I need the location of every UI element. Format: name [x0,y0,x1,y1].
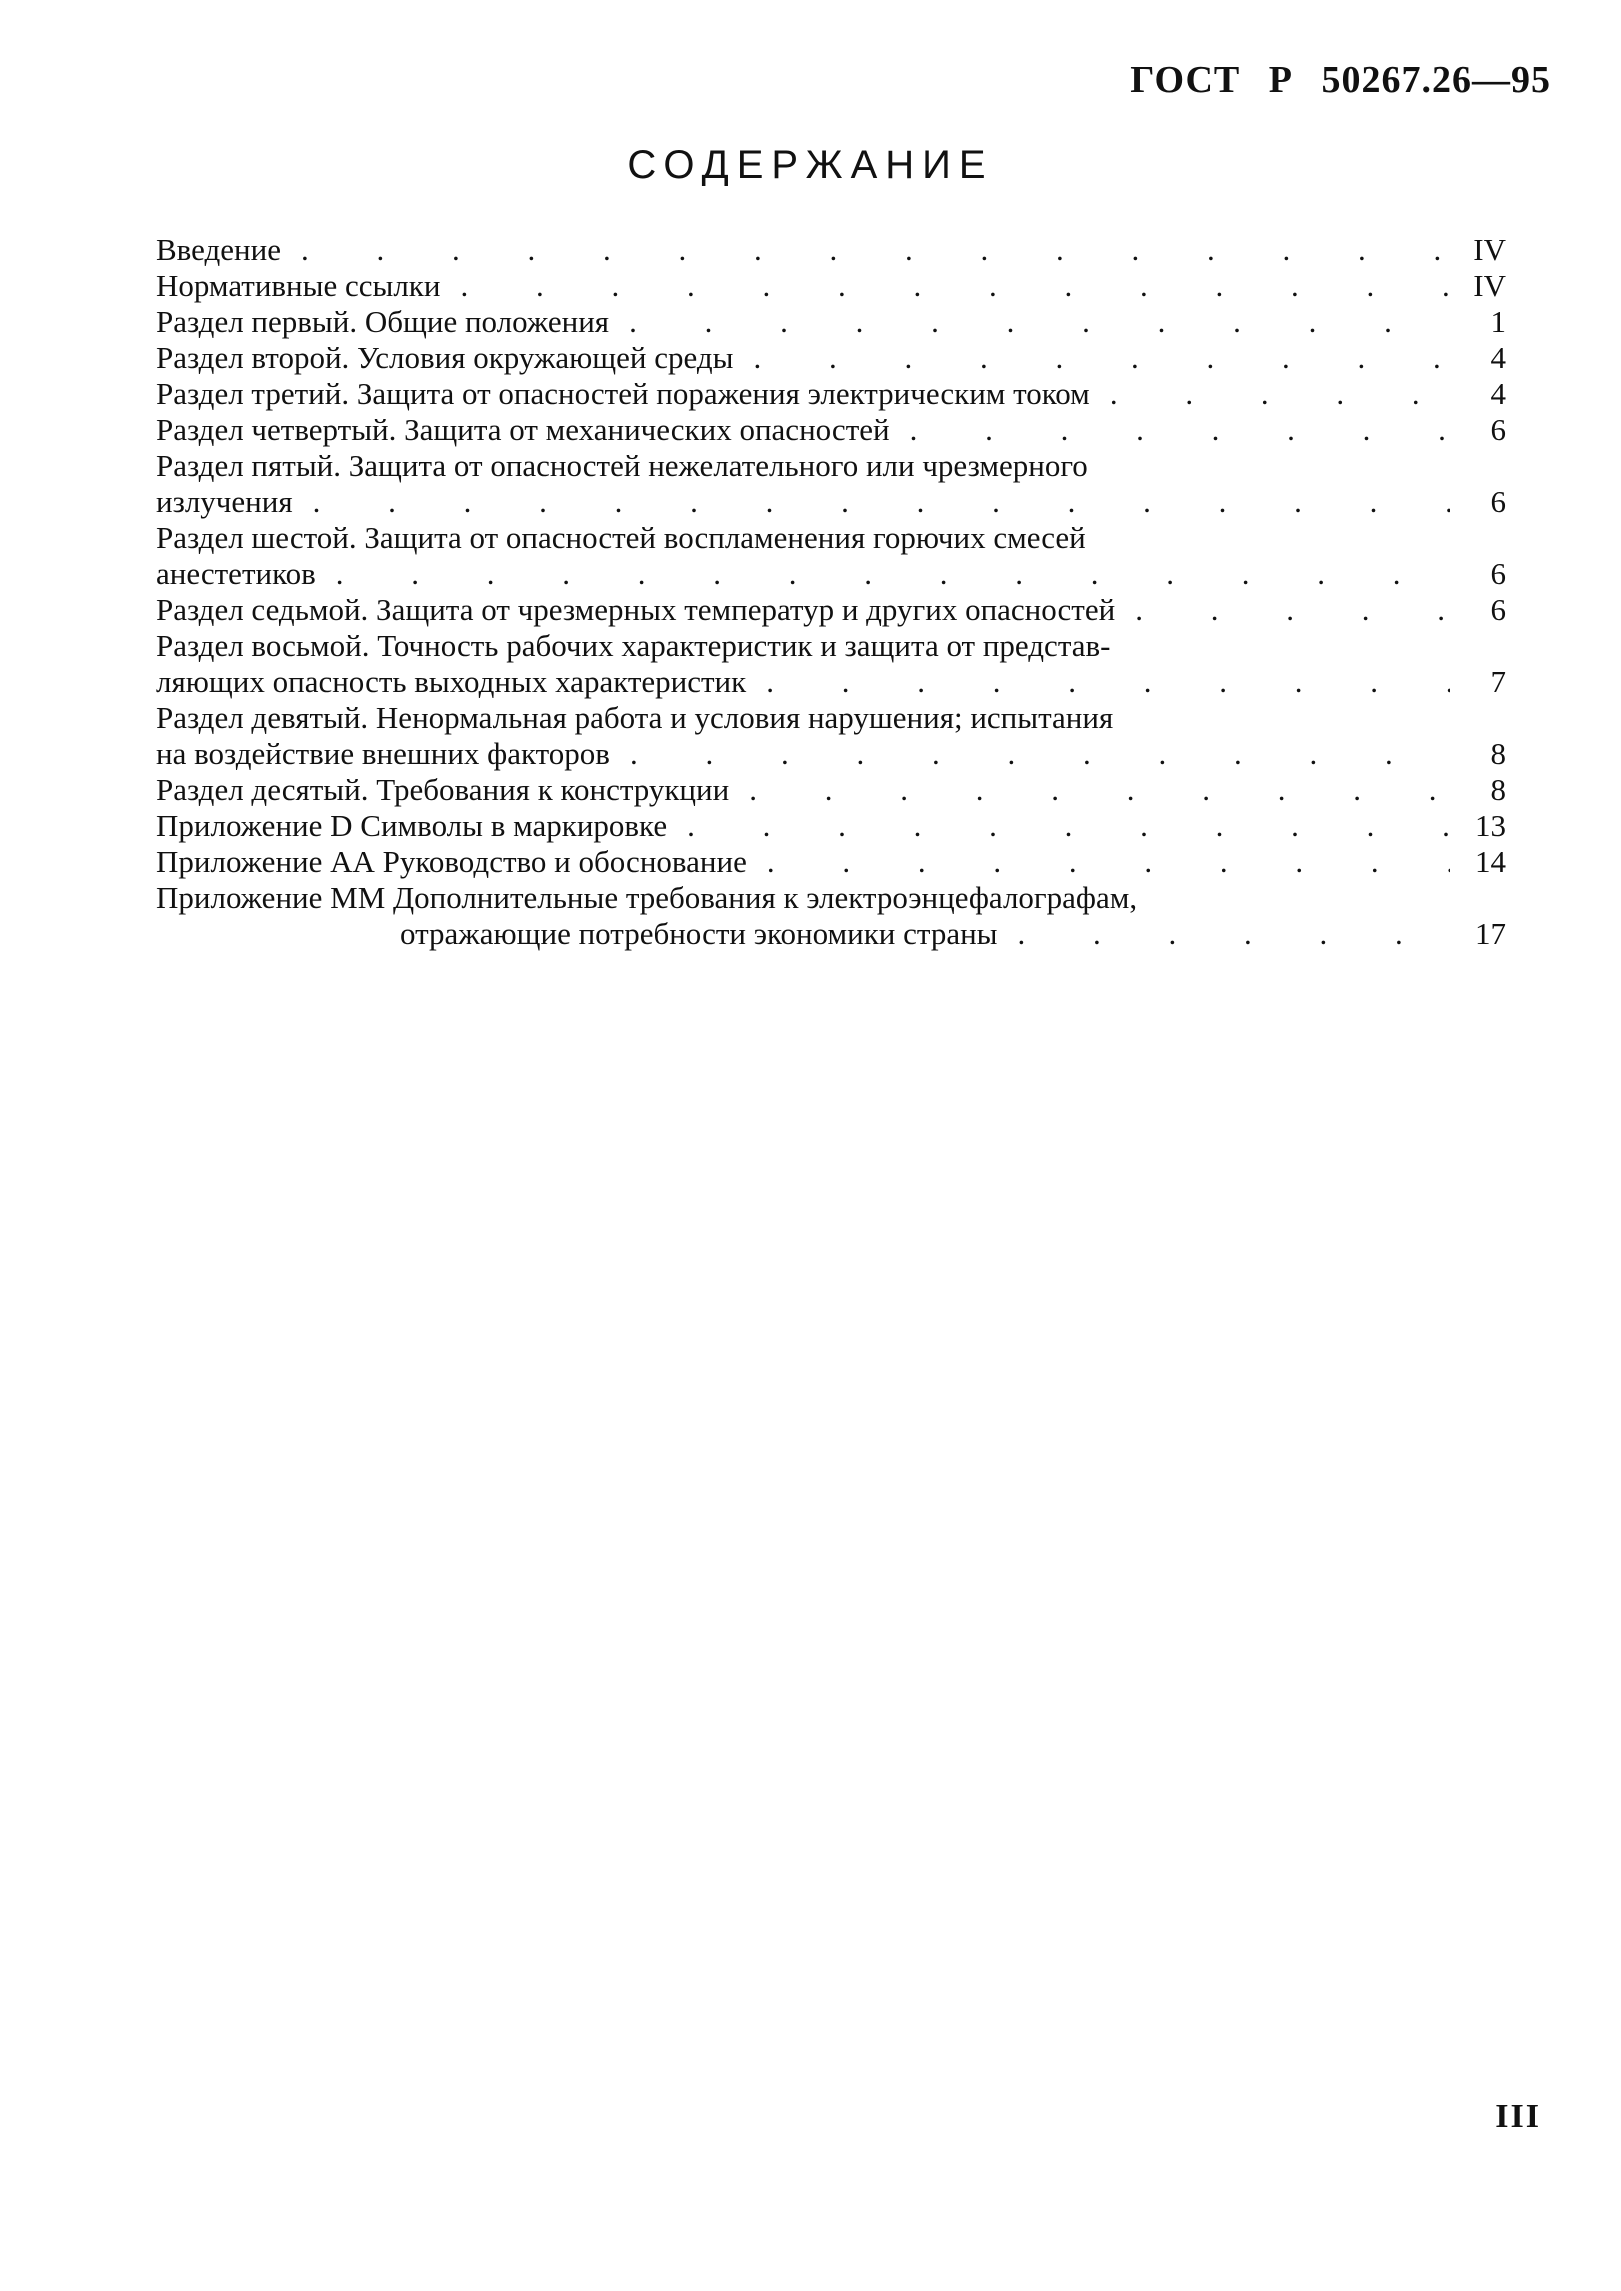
toc-entry-line-text: Раздел десятый. Требования к конструкции [156,772,730,807]
toc-entry-page: 6 [1490,412,1506,447]
toc-entry-line [156,376,1450,412]
toc-entry-line-text: Приложение ММ Дополнительные требования к электроэнцефалографам, [156,880,1138,915]
toc-title: СОДЕРЖАНИЕ [627,143,994,187]
toc-entry-line [156,268,1450,304]
toc-entry [156,844,1506,880]
dot-leader [733,340,1450,376]
toc-entry-line [156,736,1450,772]
dot-leader [440,268,1450,304]
toc-entry-page: 7 [1490,664,1506,699]
toc-entry-line-text: Раздел восьмой. Точность рабочих характеристик и защита от представ- [156,628,1111,663]
toc-entry-text [156,772,1450,808]
toc-entry-page: 17 [1475,916,1506,951]
dot-leader [293,484,1450,520]
toc-entry [156,772,1506,808]
toc-entry-text [156,448,1450,520]
toc-entry-line-text: Раздел первый. Общие положения [156,304,610,339]
toc-entry-page: 13 [1475,808,1506,843]
toc-entry-line-text: Приложение АА Руководство и обоснование [156,844,747,879]
toc-entry [156,376,1506,412]
dot-leader [281,232,1450,268]
toc-entry-line [156,916,1450,952]
toc-entry-line-text: Раздел второй. Условия окружающей среды [156,340,734,375]
document-code: ГОСТ Р 50267.26—95 [1130,59,1551,101]
toc-entry [156,808,1506,844]
toc-entry-page: IV [1473,232,1506,267]
toc-entry-line [156,304,1450,340]
dot-leader [747,844,1450,880]
page-number: III [1495,2098,1541,2135]
toc-entry-line [156,448,1450,484]
dot-leader [609,304,1450,340]
toc-entry-line [156,628,1450,664]
dot-leader [667,808,1450,844]
toc-entry-page: 6 [1490,556,1506,591]
toc-entry [156,412,1506,448]
dot-leader [610,736,1450,772]
toc-entry-page: 4 [1490,376,1506,411]
toc-entry [156,232,1506,268]
toc-entry-line-text: Нормативные ссылки [156,268,441,303]
dot-leader [998,916,1451,952]
toc-entry-line-text: Раздел седьмой. Защита от чрезмерных температур и других опасностей [156,592,1116,627]
toc-entry-text [156,628,1450,700]
toc-entry-line-text: отражающие потребности экономики страны [400,916,998,951]
toc-entry-text [156,700,1450,772]
toc-entry-page: 8 [1490,772,1506,807]
toc-entry-line-text: Раздел четвертый. Защита от механических опасностей [156,412,890,447]
toc-entry-page: 14 [1475,844,1506,879]
dot-leader [1115,592,1450,628]
toc-entry-page: 4 [1490,340,1506,375]
toc-entry-line [156,592,1450,628]
dot-leader [746,664,1450,700]
toc-entry-line-text: Раздел девятый. Ненормальная работа и условия нарушения; испытания [156,700,1114,735]
toc-entry-line [156,340,1450,376]
toc-entry-page: 1 [1490,304,1506,339]
toc-entry [156,880,1506,952]
toc-entry-line [156,232,1450,268]
toc-entry-text [156,412,1450,448]
dot-leader [316,556,1450,592]
toc-entry [156,304,1506,340]
toc-entry-text [156,520,1450,592]
toc-entry-line [156,880,1450,916]
toc-entry [156,448,1506,520]
table-of-contents [156,232,1506,952]
toc-entry-line-text: Раздел третий. Защита от опасностей поражения электрическим током [156,376,1090,411]
toc-entry-text [156,808,1450,844]
toc-entry-line [156,808,1450,844]
toc-entry-page: IV [1473,268,1506,303]
dot-leader [729,772,1450,808]
toc-entry-line [156,556,1450,592]
dot-leader [890,412,1450,448]
toc-entry-line [156,664,1450,700]
toc-entry [156,268,1506,304]
toc-entry-line-text: излучения [156,484,293,519]
toc-entry-line [156,844,1450,880]
toc-entry-line-text: ляющих опасность выходных характеристик [156,664,747,699]
toc-entry-page: 6 [1490,592,1506,627]
toc-entry-text [156,304,1450,340]
toc-entry-text [156,592,1450,628]
toc-entry-line [156,484,1450,520]
toc-entry-text [156,340,1450,376]
toc-entry-text [156,880,1450,952]
toc-entry [156,628,1506,700]
toc-entry [156,700,1506,772]
toc-entry-line [156,772,1450,808]
toc-entry-text [156,232,1450,268]
toc-entry-line [156,700,1450,736]
toc-entry-page: 8 [1490,736,1506,771]
toc-entry-line-text: Раздел шестой. Защита от опасностей воспламенения горючих смесей [156,520,1086,555]
toc-entry-line [156,412,1450,448]
toc-entry-line [156,520,1450,556]
toc-entry-line-text: Раздел пятый. Защита от опасностей нежелательного или чрезмерного [156,448,1088,483]
toc-entry-line-text: анестетиков [156,556,316,591]
toc-entry-text [156,268,1450,304]
toc-entry-text [156,376,1450,412]
toc-entry-line-text: на воздействие внешних факторов [156,736,610,771]
toc-entry-line-text: Приложение D Символы в маркировке [156,808,668,843]
toc-entry [156,520,1506,592]
toc-entry-page: 6 [1490,484,1506,519]
toc-entry-line-text: Введение [156,232,281,267]
toc-entry-text [156,844,1450,880]
dot-leader [1090,376,1450,412]
toc-entry [156,592,1506,628]
toc-entry [156,340,1506,376]
